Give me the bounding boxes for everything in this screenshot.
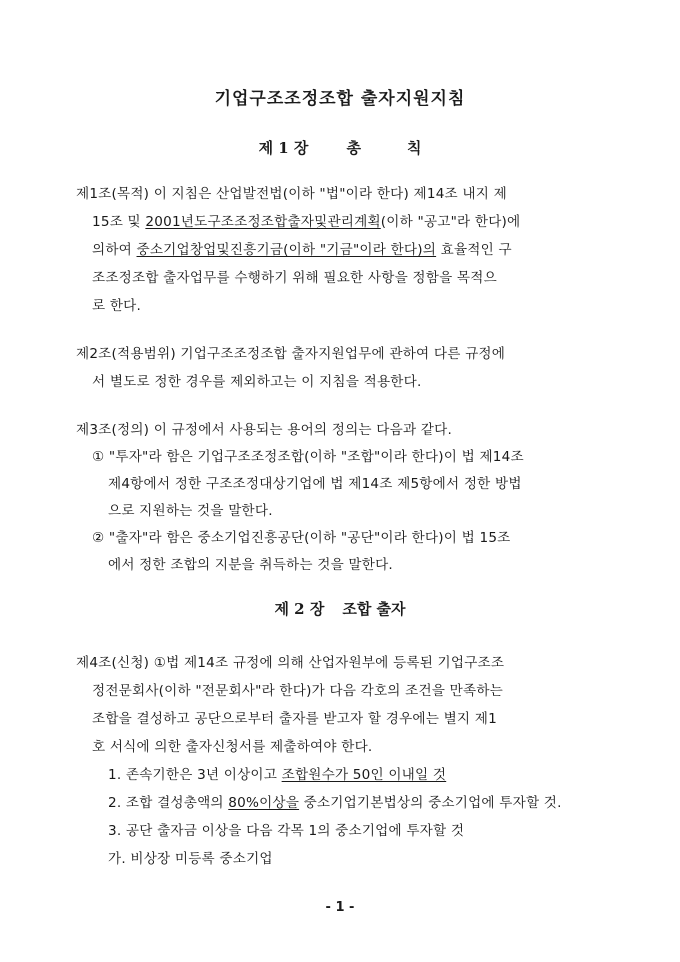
article-1-line-4: 조조정조합 출자업무를 수행하기 위해 필요한 사항을 정함을 목적으 bbox=[92, 270, 497, 286]
article-4-condition-1: 1. 존속기한은 3년 이상이고 조합원수가 50인 이내일 것 bbox=[108, 767, 447, 783]
chapter-2-heading bbox=[0, 598, 680, 619]
article-4-line-4: 호 서식에 의한 출자신청서를 제출하여야 한다. bbox=[92, 739, 373, 755]
article-3-item-1-line-1: ① "투자"라 함은 기업구조조정조합(이하 "조합"이라 한다)이 법 제14조 bbox=[92, 449, 524, 465]
article-2-line-2: 서 별도로 정한 경우를 제외하고는 이 지침을 적용한다. bbox=[92, 374, 422, 390]
underlined-member-limit: 조합원수가 50인 이내일 것 bbox=[281, 767, 447, 783]
underlined-plan-name: 2001년도구조조정조합출자및관리계획 bbox=[145, 214, 381, 230]
article-1-line-5: 로 한다. bbox=[92, 298, 142, 314]
article-4-condition-3-item-a: 가. 비상장 미등록 중소기업 bbox=[108, 851, 273, 867]
underlined-percentage: 80%이상을 bbox=[228, 795, 300, 811]
article-4-line-3: 조합을 결성하고 공단으로부터 출자를 받고자 할 경우에는 별지 제1 bbox=[92, 711, 497, 727]
document-title: 기업구조조정조합 출자지원지침 bbox=[214, 89, 466, 109]
chapter-1-name-part1: 총 bbox=[346, 139, 361, 157]
article-1-line-3: 의하여 중소기업창업및진흥기금(이하 "기금"이라 한다)의 효율적인 구 bbox=[92, 242, 512, 258]
article-3-line-1: 제3조(정의) 이 규정에서 사용되는 용어의 정의는 다음과 같다. bbox=[76, 422, 452, 438]
article-4-condition-3: 3. 공단 출자금 이상을 다음 각목 1의 중소기업에 투자할 것 bbox=[108, 823, 465, 839]
chapter-1-heading bbox=[0, 137, 680, 158]
article-4-line-2: 정전문회사(이하 "전문회사"라 한다)가 다음 각호의 조건을 만족하는 bbox=[92, 683, 503, 699]
page-number: - 1 - bbox=[325, 900, 355, 915]
article-4-line-1: 제4조(신청) ①법 제14조 규정에 의해 산업자원부에 등록된 기업구조조 bbox=[76, 655, 505, 671]
article-3-item-2-line-1: ② "출자"라 함은 중소기업진흥공단(이하 "공단"이라 한다)이 법 15조 bbox=[92, 530, 511, 546]
chapter-1-name-part2: 칙 bbox=[406, 139, 422, 157]
chapter-1-number: 제 1 장 bbox=[258, 139, 309, 157]
chapter-2-name: 조합 출자 bbox=[342, 600, 406, 618]
article-3-item-1-line-3: 으로 지원하는 것을 말한다. bbox=[108, 503, 273, 519]
chapter-2-number: 제 2 장 bbox=[274, 600, 325, 618]
underlined-fund-name: 중소기업창업및진흥기금(이하 "기금"이라 한다)의 bbox=[136, 242, 437, 258]
article-4-condition-2: 2. 조합 결성총액의 80%이상을 중소기업기본법상의 중소기업에 투자할 것. bbox=[108, 795, 562, 811]
article-3-item-2-line-2: 에서 정한 조합의 지분을 취득하는 것을 말한다. bbox=[108, 557, 393, 573]
article-1-line-1: 제1조(목적) 이 지침은 산업발전법(이하 "법"이라 한다) 제14조 내지 제 bbox=[76, 186, 507, 202]
article-3-item-1-line-2: 제4항에서 정한 구조조정대상기업에 법 제14조 제5항에서 정한 방법 bbox=[108, 476, 522, 492]
article-2-line-1: 제2조(적용범위) 기업구조조정조합 출자지원업무에 관하여 다른 규정에 bbox=[76, 346, 506, 362]
article-1-line-2: 15조 및 2001년도구조조정조합출자및관리계획(이하 "공고"라 한다)에 bbox=[92, 214, 521, 230]
